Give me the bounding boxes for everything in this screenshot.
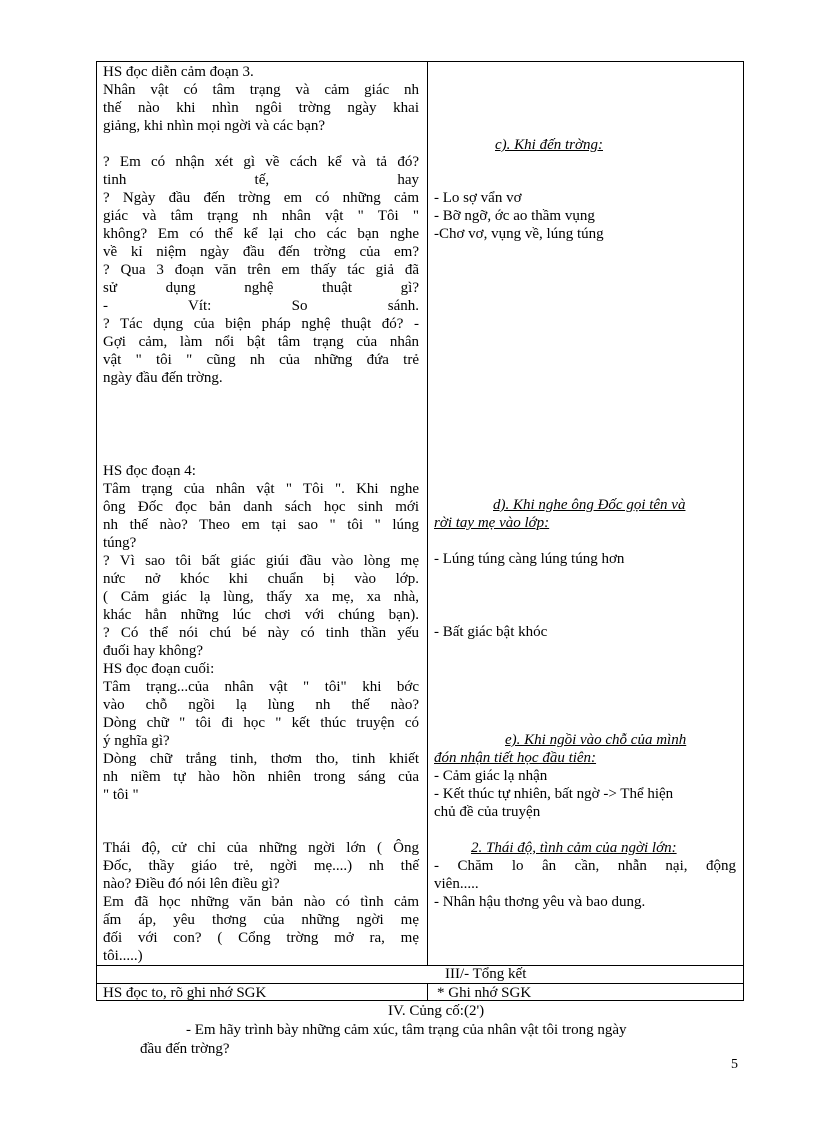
left-text-line: vật " tôi " cũng nh của những đứa trẻ: [103, 352, 419, 368]
left-text-line: ý nghĩa gì?: [103, 733, 170, 749]
left-text-line: tinh tế, hay: [103, 172, 419, 188]
left-text-line: - Vít: So sánh.: [103, 298, 419, 314]
left-text-line: đuối hay không?: [103, 643, 203, 659]
left-text-line: ? Ngày đầu đến trờng em có những cảm: [103, 190, 419, 206]
left-text-line: giác và tâm trạng nh nhân vật " Tôi ": [103, 208, 419, 224]
section-iv-heading: IV. Củng cố:(2'): [388, 1003, 485, 1019]
left-text-line: tôi.....): [103, 948, 143, 964]
left-text-line: Gợi cảm, làm nổi bật tâm trạng của nhân: [103, 334, 419, 350]
left-text-line: ấm áp, yêu thơng của những ngời mẹ: [103, 912, 419, 928]
section-d-item-1: - Lúng túng càng lúng túng hơn: [434, 551, 625, 567]
review-question-line2: đầu đến trờng?: [140, 1041, 230, 1057]
section-d-heading-2: rời tay mẹ vào lớp:: [434, 515, 550, 531]
left-text-line: ? Tác dụng của biện pháp nghệ thuật đó? -: [103, 316, 419, 332]
left-text-line: Đốc, thầy giáo trẻ, ngời mẹ....) nh thế: [103, 858, 419, 874]
left-text-line: " tôi ": [103, 787, 139, 803]
left-text-line: về kỉ niệm ngày đầu đến trờng của em?: [103, 244, 419, 260]
right-text-line: - Bỡ ngỡ, ớc ao thầm vụng: [434, 208, 595, 224]
left-text-line: khác hẳn những lúc chơi với chúng bạn).: [103, 607, 419, 623]
right-text-line: -Chơ vơ, vụng về, lúng túng: [434, 226, 604, 242]
column-divider: [427, 983, 428, 1000]
left-text-line: Dòng chữ " tôi đi học " kết thúc truyện có: [103, 715, 419, 731]
section-d-item-2: - Bất giác bật khóc: [434, 624, 548, 640]
left-text-line: túng?: [103, 535, 137, 551]
left-text-line: HS đọc diễn cảm đoạn 3.: [103, 64, 254, 80]
left-text-line: Tâm trạng của nhân vật " Tôi ". Khi nghe: [103, 481, 419, 497]
section-d-heading-1: d). Khi nghe ông Đốc gọi tên và: [493, 497, 686, 513]
left-text-line: ? Có thể nói chú bé này có tinh thần yếu: [103, 625, 419, 641]
left-text-line: ? Qua 3 đoạn văn trên em thấy tác giả đã: [103, 262, 419, 278]
right-text-line: viên.....: [434, 876, 479, 892]
left-text-line: sử dụng nghệ thuật gì?: [103, 280, 419, 296]
left-text-line: HS đọc đoạn 4:: [103, 463, 196, 479]
right-text-line: - Kết thúc tự nhiên, bất ngờ -> Thể hiện: [434, 786, 674, 802]
right-text-line: - Chăm lo ân cần, nhẫn nại, động: [434, 858, 736, 874]
left-text-line: ngày đầu đến trờng.: [103, 370, 223, 386]
summary-row: III/- Tổng kết: [445, 966, 527, 982]
section-e-heading-2: đón nhận tiết học đầu tiên:: [434, 750, 597, 766]
left-text-line: ( Cảm giác lạ lùng, thấy xa mẹ, xa nhà,: [103, 589, 419, 605]
left-text-line: Tâm trạng...của nhân vật " tôi" khi bớc: [103, 679, 419, 695]
right-text-line: - Cảm giác lạ nhận: [434, 768, 548, 784]
row-divider: [97, 965, 743, 966]
left-text-line: thế nào khi nhìn ngôi trờng ngày khai: [103, 100, 419, 116]
right-text-line: chủ đề của truyện: [434, 804, 541, 820]
left-text-line: Thái độ, cử chỉ của những ngời lớn ( Ông: [103, 840, 419, 856]
last-right-cell: * Ghi nhớ SGK: [437, 985, 532, 1001]
left-text-line: không? Em có thể kể lại cho các bạn nghe: [103, 226, 419, 242]
page-number: 5: [731, 1057, 738, 1072]
right-text-line: - Nhân hậu thơng yêu và bao dung.: [434, 894, 646, 910]
left-text-line: Dòng chữ trắng tinh, thơm tho, tinh khiết: [103, 751, 419, 767]
left-text-line: Nhân vật có tâm trạng và cảm giác nh: [103, 82, 419, 98]
left-text-line: ông Đốc đọc bản danh sách học sinh mới: [103, 499, 419, 515]
row-divider: [97, 983, 743, 984]
column-divider: [427, 62, 428, 965]
section-e-heading-1: e). Khi ngồi vào chỗ của mình: [505, 732, 687, 748]
left-text-line: nh thế nào? Theo em tại sao " tôi " lúng: [103, 517, 419, 533]
left-text-line: ? Em có nhận xét gì về cách kể và tả đó?: [103, 154, 419, 170]
right-text-line: - Lo sợ vẩn vơ: [434, 190, 522, 206]
left-text-line: nức nở khóc khi chuẩn bị vào lớp.: [103, 571, 419, 587]
left-text-line: HS đọc đoạn cuối:: [103, 661, 215, 677]
section-2-heading: 2. Thái độ, tình cảm của ngời lớn:: [471, 840, 677, 856]
left-text-line: giảng, khi nhìn mọi ngời và các bạn?: [103, 118, 326, 134]
left-text-line: nh niềm tự hào hồn nhiên trong sáng của: [103, 769, 419, 785]
left-text-line: vào chỗ ngồi lạ lùng nh thế nào?: [103, 697, 419, 713]
last-left-cell: HS đọc to, rõ ghi nhớ SGK: [103, 985, 267, 1001]
left-text-line: Em đã học những văn bản nào có tình cảm: [103, 894, 419, 910]
section-c-heading: c). Khi đến trờng:: [495, 137, 603, 153]
left-text-line: ? Vì sao tôi bất giác giúi đầu vào lòng mẹ: [103, 553, 419, 569]
review-question: - Em hãy trình bày những cảm xúc, tâm trạng của nhân vật tôi trong ngày: [186, 1022, 627, 1038]
left-text-line: nào? Điều đó nói lên điều gì?: [103, 876, 280, 892]
left-text-line: đối với con? ( Cổng trờng mở ra, mẹ: [103, 930, 419, 946]
